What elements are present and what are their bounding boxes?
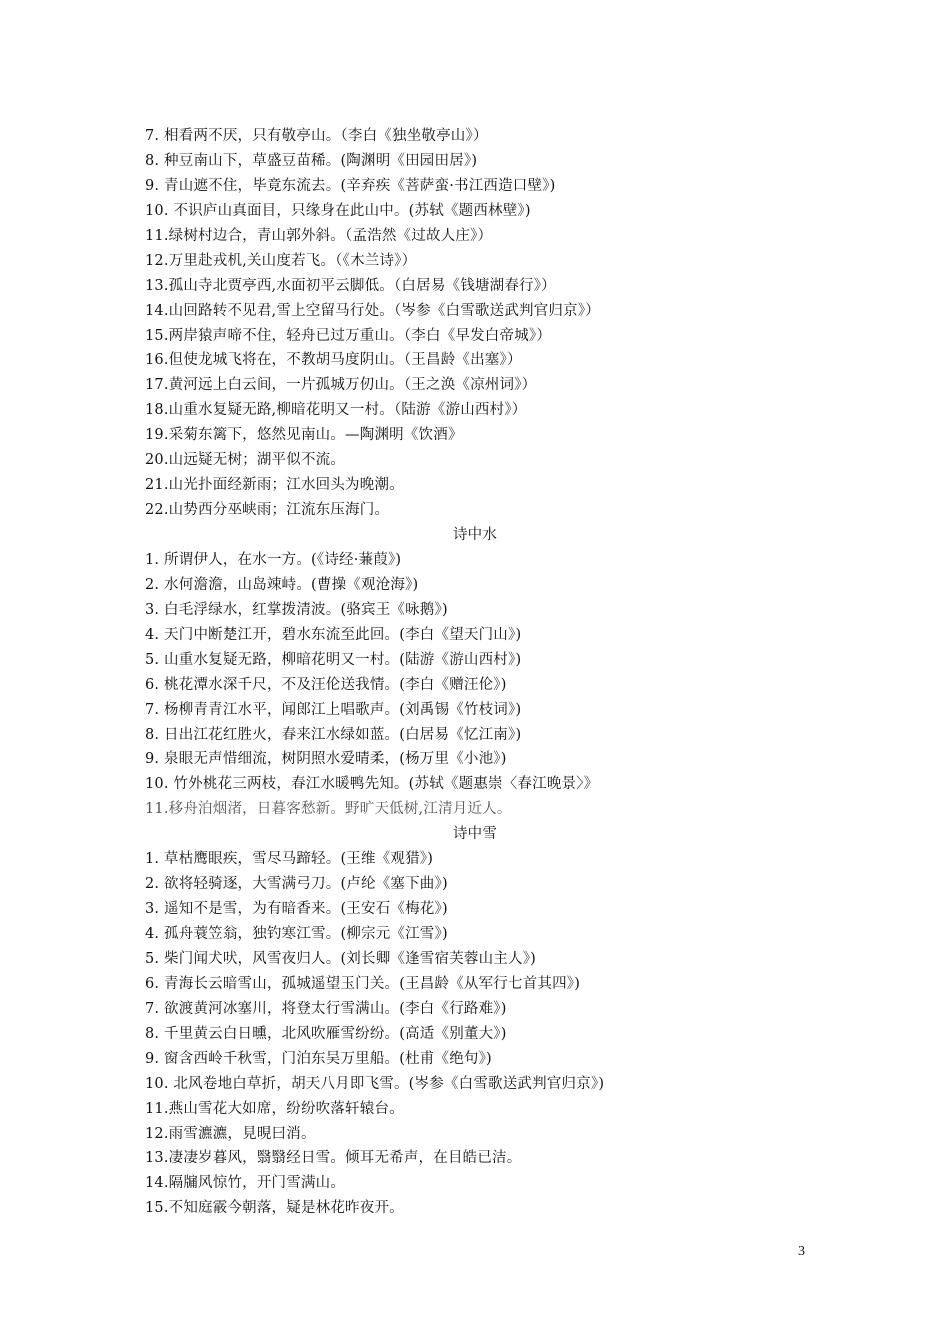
poem-line: 21.山光扑面经新雨；江水回头为晚潮。 [145,477,404,494]
section-heading: 诗中水 [452,527,498,543]
poem-line: 12.雨雪瀌瀌，見晛曰消。 [145,1125,316,1142]
poem-line: 7. 相看两不厌，只有敬亭山。（李白《独坐敬亭山》） [145,128,488,144]
poem-line: 10. 不识庐山真面目，只缘身在此山中。(苏轼《题西林壁》) [145,202,531,219]
poem-line: 15.不知庭霰今朝落，疑是林花昨夜开。 [145,1200,404,1217]
poem-line: 10. 北风卷地白草折，胡天八月即飞雪。(岑参《白雪歌送武判官归京》) [145,1075,605,1092]
poem-line: 7. 欲渡黄河冰塞川，将登太行雪满山。(李白《行路难》) [145,1000,507,1017]
poem-line: 12.万里赴戎机,关山度若飞。（《木兰诗》） [145,252,417,269]
poem-line: 1. 所谓伊人，在水一方。(《诗经·蒹葭》) [145,551,402,568]
poem-line: 6. 青海长云暗雪山，孤城遥望玉门关。(王昌龄《从军行七首其四》) [145,975,581,992]
section-heading: 诗中雪 [452,826,498,843]
poem-line: 13.孤山寺北贾亭西,水面初平云脚低。（白居易《钱塘湖春行》） [145,277,556,294]
poem-line: 14.山回路转不见君,雪上空留马行处。（岑参《白雪歌送武判官归京》） [145,302,600,319]
poem-line: 3. 白毛浮绿水，红掌拨清波。(骆宾王《咏鹅》) [145,601,448,618]
poem-line: 13.凄凄岁暮风，翳翳经日雪。倾耳无希声，在目皓已洁。 [145,1150,522,1167]
poem-line: 1. 草枯鹰眼疾，雪尽马蹄轻。(王维《观猎》) [145,851,434,868]
poem-line: 11.移舟泊烟渚，日暮客愁新。野旷天低树,江清月近人。 [145,801,512,818]
poem-line: 7. 杨柳青青江水平，闻郎江上唱歌声。(刘禹锡《竹枝词》) [145,701,522,718]
page-number: 3 [798,1244,805,1259]
poem-line: 6. 桃花潭水深千尺，不及汪伦送我情。(李白《赠汪伦》) [145,676,507,693]
poem-line: 9. 窗含西岭千秋雪，门泊东吴万里船。(杜甫《绝句》) [145,1050,492,1067]
poem-line: 4. 天门中断楚江开，碧水东流至此回。(李白《望天门山》) [145,626,522,643]
poem-line: 2. 水何澹澹，山岛竦峙。(曹操《观沧海》) [145,576,419,593]
poem-line: 8. 种豆南山下，草盛豆苗稀。(陶渊明《田园田居》) [145,152,478,169]
poem-line: 11.燕山雪花大如席，纷纷吹落轩辕台。 [145,1100,404,1117]
poem-line: 19.采菊东篱下，悠然见南山。—陶渊明《饮酒》 [145,427,463,444]
poem-line: 17.黄河远上白云间，一片孤城万仞山。（王之涣《凉州词》） [145,377,537,394]
poem-line: 5. 山重水复疑无路，柳暗花明又一村。(陆游《游山西村》) [145,651,522,668]
poem-line: 8. 日出江花红胜火，春来江水绿如蓝。(白居易《忆江南》) [145,726,522,743]
poem-line: 3. 遥知不是雪，为有暗香来。(王安石《梅花》) [145,901,448,918]
poem-line: 14.隔牖风惊竹，开门雪满山。 [145,1175,346,1192]
poem-line: 18.山重水复疑无路,柳暗花明又一村。（陆游《游山西村》） [145,402,527,419]
poem-line: 16.但使龙城飞将在，不教胡马度阴山。（王昌龄《出塞》） [145,352,522,369]
poem-line: 9. 青山遮不住，毕竟东流去。(辛弃疾《菩萨蛮·书江西造口壁》) [145,177,556,194]
poem-line: 4. 孤舟蓑笠翁，独钓寒江雪。(柳宗元《江雪》) [145,926,448,942]
poem-line: 5. 柴门闻犬吠，风雪夜归人。(刘长卿《逢雪宿芙蓉山主人》) [145,950,537,967]
poem-line: 11.绿树村边合，青山郭外斜。（孟浩然《过故人庄》） [145,227,493,244]
poem-line: 9. 泉眼无声惜细流，树阴照水爱晴柔，(杨万里《小池》) [145,751,507,768]
poem-line: 10. 竹外桃花三两枝，春江水暖鸭先知。(苏轼《题惠崇〈春江晚景〉》 [145,776,599,793]
poem-line: 20.山远疑无树；湖平似不流。 [145,452,346,469]
poem-line: 8. 千里黄云白日曛，北风吹雁雪纷纷。(高适《别董大》) [145,1025,507,1042]
poem-list [145,124,845,1221]
poem-line: 15.两岸猿声啼不住，轻舟已过万重山。（李白《早发白帝城》） [145,327,552,344]
poem-line: 2. 欲将轻骑逐，大雪满弓刀。(卢纶《塞下曲》) [145,876,448,893]
poem-line: 22.山势西分巫峡雨；江流东压海门。 [145,502,390,519]
